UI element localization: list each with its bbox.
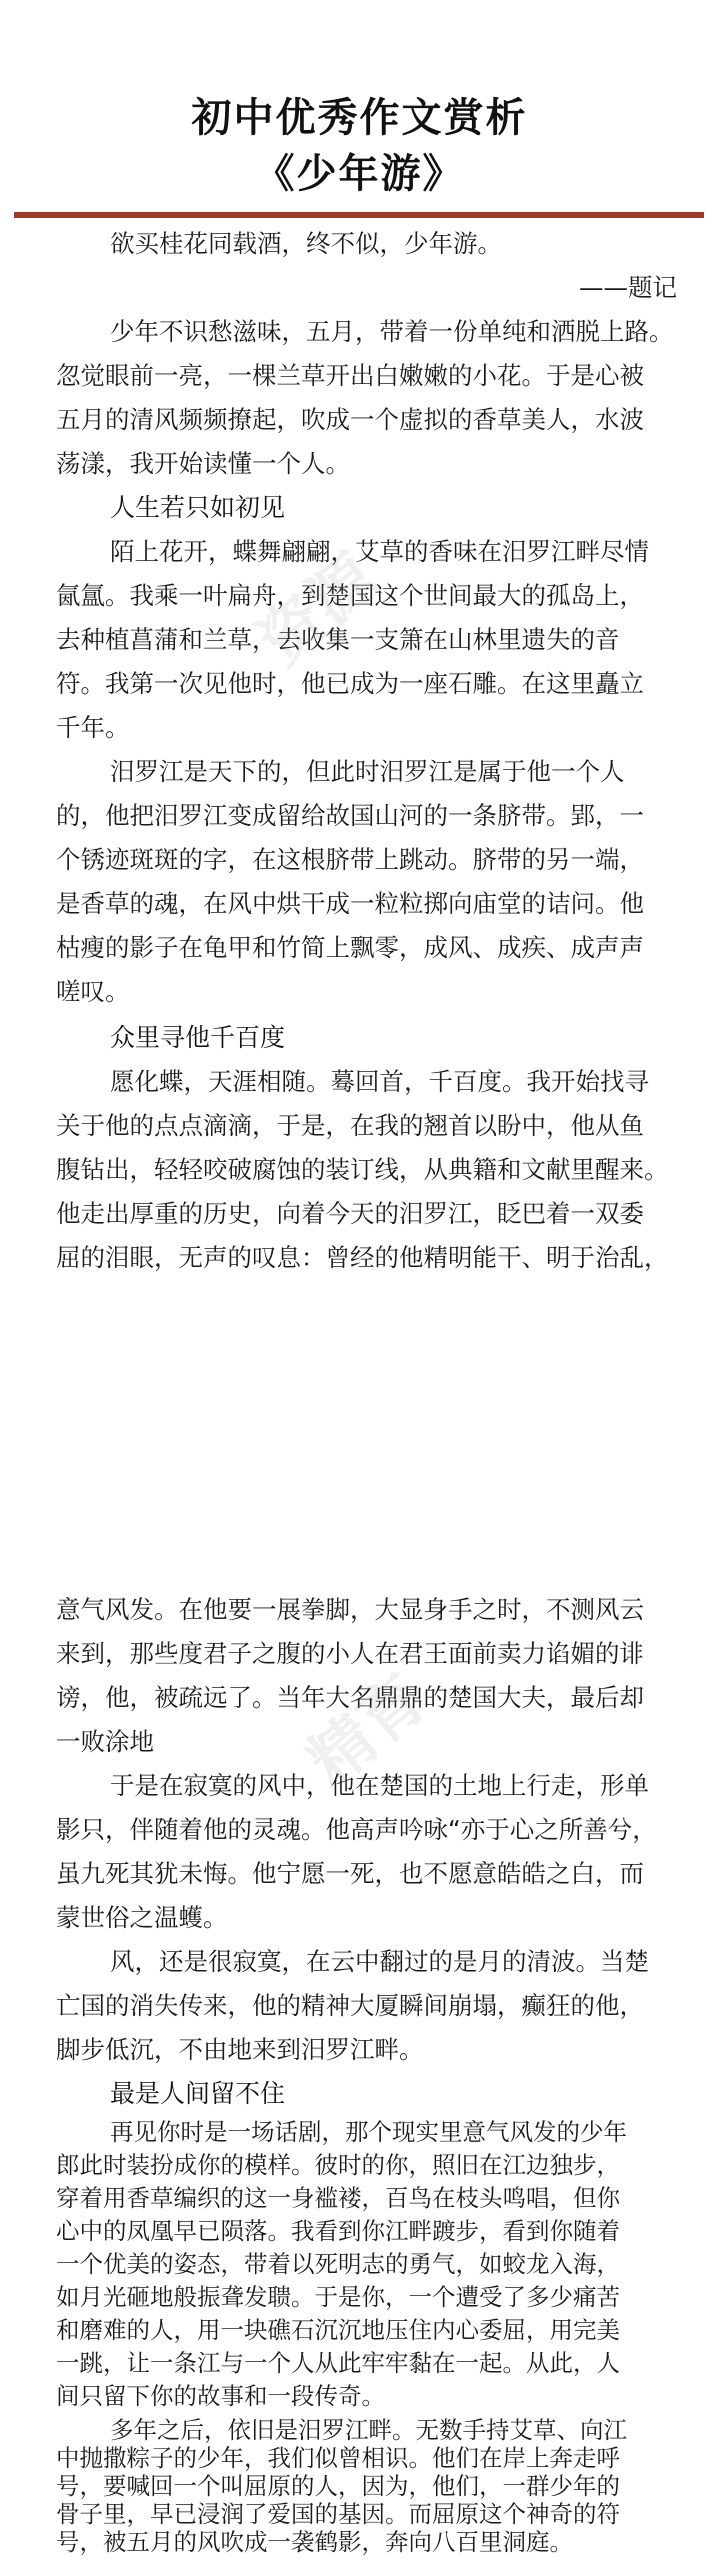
paragraph-line: 号，要喊回一个叫屈原的人，因为，他们，一群少年的	[56, 2472, 620, 2500]
paragraph-line: 意气风发。在他要一展拳脚，大显身手之时，不测风云	[56, 1595, 644, 1624]
paragraph-line: 氤氲。我乘一叶扁舟，到楚国这个世间最大的孤岛上，	[56, 581, 644, 610]
paragraph-line: 枯瘦的影子在龟甲和竹简上飘零，成风、成疾、成声声	[56, 933, 644, 962]
paragraph-line: 间只留下你的故事和一段传奇。	[56, 2382, 385, 2410]
paragraph-line: 穿着用香草编织的这一身褴褛，百鸟在枝头鸣唱，但你	[56, 2184, 620, 2212]
section2-paragraph-1	[56, 1060, 676, 1280]
section1-paragraph-2	[56, 750, 676, 1014]
title-divider	[14, 212, 704, 218]
paragraph-line: 是香草的魂，在风中烘干成一粒粒掷向庙堂的诘问。他	[56, 889, 644, 918]
section-heading-3: 最是人间留不住	[110, 2079, 286, 2108]
paragraph-line: 如月光砸地般振聋发聩。于是你，一个遭受了多少痛苦	[56, 2283, 620, 2311]
paragraph-line: 心中的凤凰早已陨落。我看到你江畔踱步，看到你随着	[56, 2217, 620, 2245]
page-title: 初中优秀作文赏析	[191, 95, 528, 141]
paragraph-line: 符。我第一次见他时，他已成为一座石雕。在这里矗立	[56, 669, 644, 698]
epigraph-source: ——题记	[579, 273, 677, 302]
paragraph-line: 再见你时是一场话剧，那个现实里意气风发的少年	[110, 2118, 627, 2146]
paragraph-line: 个锈迹斑斑的字，在这根脐带上跳动。脐带的另一端，	[56, 845, 644, 874]
paragraph-line: 于是在寂寞的风中，他在楚国的土地上行走，形单	[110, 1771, 649, 1800]
paragraph-line: 号，被五月的风吹成一袭鹤影，奔向八百里洞庭。	[56, 2528, 573, 2556]
paragraph-line: 郎此时装扮成你的模样。彼时的你，照旧在江边独步，	[56, 2151, 620, 2179]
paragraph-line: 一败涂地	[56, 1727, 154, 1756]
paragraph-line: 陌上花开，蝶舞翩翩，艾草的香味在汨罗江畔尽情	[110, 537, 649, 566]
page-subtitle: 《少年游》	[254, 151, 465, 197]
paragraph-line: 亡国的消失传来，他的精神大厦瞬间崩塌，癫狂的他，	[56, 1991, 644, 2020]
paragraph-line: 少年不识愁滋味，五月，带着一份单纯和洒脱上路。	[110, 317, 674, 346]
paragraph-line: 愿化蝶，天涯相随。蓦回首，千百度。我开始找寻	[110, 1067, 649, 1096]
paragraph-line: 多年之后，依旧是汨罗江畔。无数手持艾草、向江	[110, 2416, 627, 2444]
section3-paragraph-2	[56, 2416, 676, 2556]
paragraph-line: 忽觉眼前一亮，一棵兰草开出白嫩嫩的小花。于是心被	[56, 361, 644, 390]
paragraph-line: 虽九死其犹未悔。他宁愿一死，也不愿意皓皓之白，而	[56, 1859, 644, 1888]
intro-paragraph	[56, 310, 676, 486]
epigraph-text: 欲买桂花同载酒，终不似，少年游。	[110, 229, 502, 258]
paragraph-line: 骨子里，早已浸润了爱国的基因。而屈原这个神奇的符	[56, 2500, 620, 2528]
section-heading-1: 人生若只如初见	[110, 493, 286, 522]
paragraph-line: 一跳，让一条江与一个人从此牢牢黏在一起。从此，人	[56, 2349, 620, 2377]
paragraph-line: 脚步低沉，不由地来到汨罗江畔。	[56, 2035, 424, 2064]
paragraph-line: 风，还是很寂寞，在云中翻过的是月的清波。当楚	[110, 1947, 649, 1976]
paragraph-line: 他走出厚重的历史，向着今天的汨罗江，眨巴着一双委	[56, 1199, 644, 1228]
paragraph-line: 汨罗江是天下的，但此时汨罗江是属于他一个人	[110, 757, 625, 786]
paragraph-line: 去种植菖蒲和兰草，去收集一支箫在山林里遗失的音	[56, 625, 620, 654]
paragraph-line: 五月的清风频频撩起，吹成一个虚拟的香草美人，水波	[56, 405, 644, 434]
paragraph-line: 关于他的点点滴滴，于是，在我的翘首以盼中，他从鱼	[56, 1111, 644, 1140]
paragraph-line: 千年。	[56, 713, 130, 742]
epigraph	[110, 222, 670, 266]
section2-paragraph-4	[56, 1940, 676, 2072]
section3-paragraph-1	[56, 2116, 676, 2413]
section2-paragraph-2	[56, 1588, 676, 1764]
paragraph-line: 谤，他，被疏远了。当年大名鼎鼎的楚国大夫，最后却	[56, 1683, 644, 1712]
paragraph-line: 屈的泪眼，无声的叹息：曾经的他精明能干、明于治乱，	[56, 1243, 669, 1272]
paragraph-line: 腹钻出，轻轻咬破腐蚀的装订线，从典籍和文献里醒来。	[56, 1155, 669, 1184]
paragraph-line: 和磨难的人，用一块礁石沉沉地压住内心委屈，用完美	[56, 2316, 620, 2344]
paragraph-line: 中抛撒粽子的少年，我们似曾相识。他们在岸上奔走呼	[56, 2444, 620, 2472]
paragraph-line: 嗟叹。	[56, 977, 130, 1006]
watermark: 精育	[295, 1661, 441, 1801]
paragraph-line: 蒙世俗之温蠖。	[56, 1903, 228, 1932]
paragraph-line: 荡漾，我开始读懂一个人。	[56, 449, 350, 478]
section2-paragraph-3	[56, 1764, 676, 1940]
paragraph-line: 一个优美的姿态，带着以死明志的勇气，如蛟龙入海，	[56, 2250, 620, 2278]
paragraph-line: 的，他把汨罗江变成留给故国山河的一条脐带。郢，一	[56, 801, 644, 830]
section-heading-2: 众里寻他千百度	[110, 1023, 286, 1052]
paragraph-line: 来到，那些度君子之腹的小人在君王面前卖力谄媚的诽	[56, 1639, 644, 1668]
watermark: 资源	[245, 541, 391, 681]
section1-paragraph-1	[56, 530, 676, 750]
paragraph-line: 影只，伴随着他的灵魂。他高声吟咏“亦于心之所善兮，	[56, 1815, 657, 1844]
